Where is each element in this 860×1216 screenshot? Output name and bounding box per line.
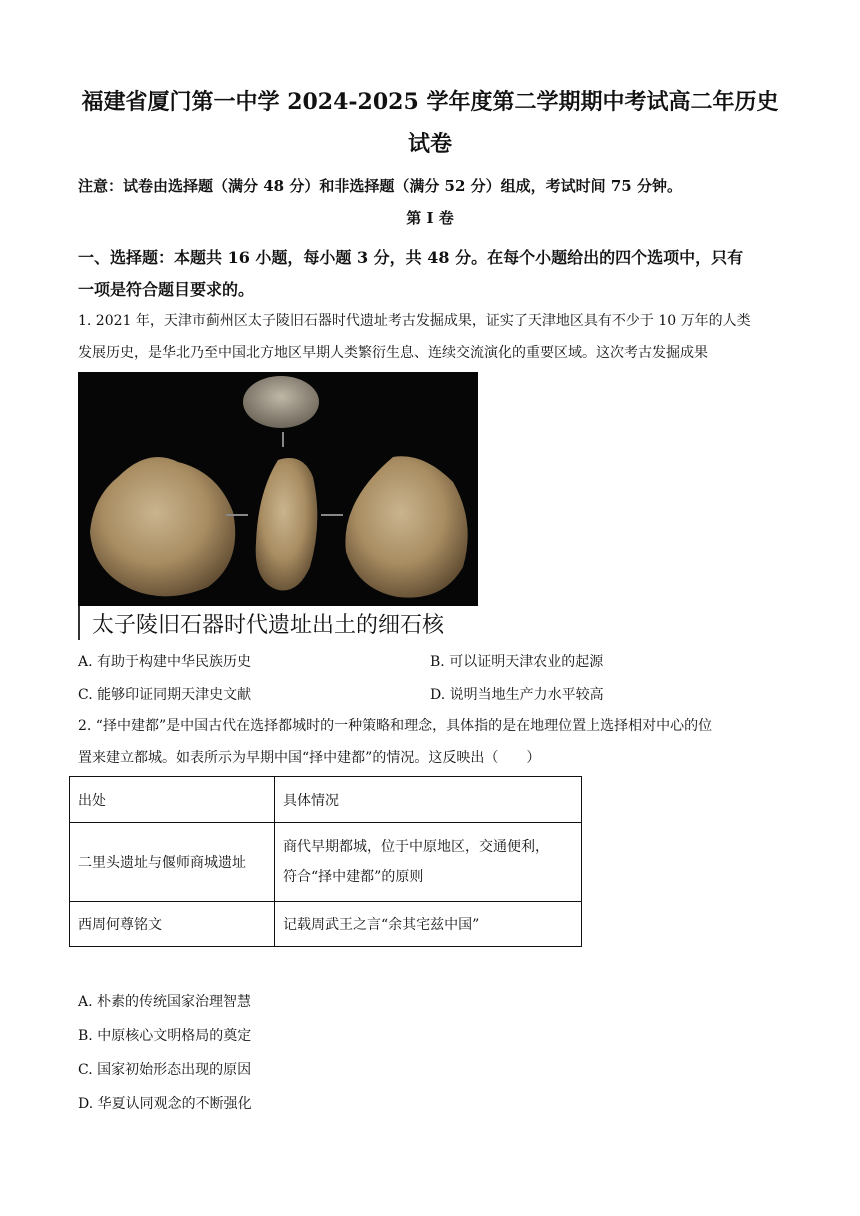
exam-title: 福建省厦门第一中学 2024-2025 学年度第二学期期中考试高二年历史 (81, 89, 779, 115)
question-1-stem: 1. 2021 年，天津市蓟州区太子陵旧石器时代遗址考古发掘成果，证实了天津地区具有不少于 10 万年的人类 发展历史，是华北乃至中国北方地区早期人类繁衍生息、连续交流演化的重要区域。这次考古发掘成果 (78, 313, 751, 361)
table-header-detail: 具体情况 (275, 777, 582, 823)
q2-option-a: A. 朴素的传统国家治理智慧 (78, 994, 252, 1010)
table-cell-source: 二里头遗址与偃师商城遗址 (70, 823, 275, 902)
q2-option-c: C. 国家初始形态出现的原因 (78, 1062, 252, 1078)
q2-option-d: D. 华夏认同观念的不断强化 (78, 1096, 252, 1112)
q2-option-b: B. 中原核心文明格局的奠定 (78, 1028, 252, 1044)
section-heading: 一、选择题：本题共 16 小题，每小题 3 分，共 48 分。在每个小题给出的四个选项中，只有 一项是符合题目要求的。 (78, 248, 744, 299)
table-cell-source: 西周何尊铭文 (70, 902, 275, 947)
microlithic-core-photo (78, 372, 478, 606)
table-cell-detail: 商代早期都城，位于中原地区，交通便利， 符合“择中建都”的原则 (275, 823, 582, 902)
q1-option-a: A. 有助于构建中华民族历史 (78, 654, 252, 670)
question-2-stem: 2. “择中建都”是中国古代在选择都城时的一种策略和理念，具体指的是在地理位置上选择相对中心的位 置来建立都城。如表所示为早期中国“择中建都”的情况。这反映出（ ） (78, 718, 713, 766)
image-caption: 太子陵旧石器时代遗址出土的细石核 (92, 613, 445, 638)
capital-sources-table (69, 776, 582, 947)
exam-note: 注意：试卷由选择题（满分 48 分）和非选择题（满分 52 分）组成，考试时间 75 分钟。 (78, 177, 682, 195)
q1-option-b: B. 可以证明天津农业的起源 (430, 654, 604, 670)
table-header-source: 出处 (70, 777, 275, 823)
table-row (70, 902, 582, 947)
exam-title-cont: 试卷 (407, 131, 452, 157)
table-cell-detail: 记载周武王之言“余其宅兹中国” (275, 902, 582, 947)
stone-cores-image (78, 372, 478, 606)
image-caption-bar (78, 606, 480, 640)
q1-option-c: C. 能够印证同期天津史文献 (78, 687, 252, 703)
q1-option-d: D. 说明当地生产力水平较高 (430, 687, 604, 703)
table-header-row (70, 777, 582, 823)
volume-label: 第 I 卷 (406, 209, 454, 227)
table-row (70, 823, 582, 902)
